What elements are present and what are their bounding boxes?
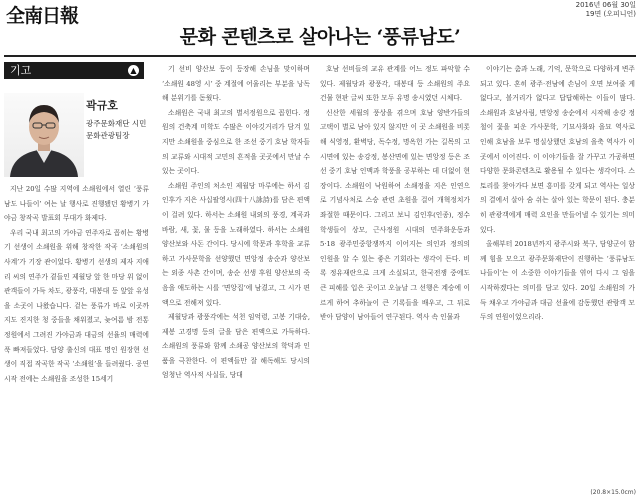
article-paragraph: 소쇄원은 국내 최고의 별서정원으로 꼽힌다. 정원의 건축계 미학도 수많은 이야깃거리가 담겨 있지만 소쇄원을 중심으로 한 조선 중기 호남 학자들의 교류와 시대적 고민의 흔적을 곳곳에서 만날 수 있는 곳이다. <box>162 108 310 176</box>
author-photo <box>4 93 84 177</box>
publication-info <box>526 1 636 19</box>
article-column-4 <box>480 62 635 482</box>
author-title: 광주문화재단 시민문화관광팀장 <box>86 119 147 140</box>
article-paragraph: 소쇄원 주인의 처소인 제월당 마루에는 하서 김인후가 지은 사십팔영시(四十八詠詩)를 담은 편액이 걸려 있다. 하서는 소쇄원 내외의 풍경, 계곡과 바람, 새, 꽃, 물 등을 노래하였다. 하서는 소쇄원 양산보와 사돈 간이다. 당시에 학문과 후학을 교류하고 가사문학을 선양했던 면앙정 송순과 양산보는 외종 사촌 간이며, 송순 선생 후원 양산보의 죽음을 애도하는 시를 ‘면앙집’에 남겼고, 그 시가 편액으로 전해져 있다. <box>162 181 310 307</box>
clipping-size: (20.8×15.0cm) <box>590 489 636 496</box>
article-paragraph: 우리 국내 최고의 가야금 연주자로 꼽히는 황병기 선생이 소쇄원을 위해 창작한 작곡 ‘소쇄원의 사계’가 기장 관이었다. 황병기 선생의 제자 지애리 씨의 연주가 곁들인 제월당 앞 한 마당 위 없이 관객들이 가득 차도, 광풍각, 대봉대 등 앞앞 유성을 소곳이 나왔습니다. 겉는 풍류가 바로 이곳까지도 진지한 청 중들을 채워졌고, 늦여름 밤 전통 정원에서 그려진 가야금과 대금의 선율의 매력에 푹 빠져들었다. 담양 출신의 대표 명인 원장현 선생이 직접 작곡한 작곡 ‘소쇄원’을 들려줬다. 공연 시작 전에는 소쇄원을 조성한 15세기 <box>4 228 149 383</box>
publication-date: 2016년 06월 30일 <box>575 1 636 9</box>
publication-page: 19면 (오피니언) <box>585 10 636 18</box>
article-paragraph: 이야기는 춤과 노래, 기억, 문학으로 다양하게 변주되고 있다. 혼히 광주·전남에 손님이 오면 보여줄 게 없다고, 볼거리가 없다고 답답해하는 이들이 많다. 소쇄원과 호남사림, 면앙정 송순에서 시작해 송강 정철이 꽃을 피운 가사문학, 기묘사화와 을묘 역사로 인해 호남을 보루 명실상했던 호남의 을축 역사가 이곳에서 이어진다. 이 이야기들을 잘 가꾸고 가공하면 다양한 문화콘텐츠로 활용될 수 있다는 생각이다. 스토리를 찾아가다 보면 흥미를 갖게 되고 역사는 일상의 결에서 살아 숨 쉬는 살아 있는 학문이 된다. 충분히 관광객에게 매력 요인을 만들어낼 수 있기는 의미 있다. <box>480 65 635 234</box>
author-name: 곽규호 <box>86 99 118 112</box>
up-arrow-icon: ▲ <box>128 65 139 76</box>
article-paragraph: 지난 20일 수많 지역에 소쇄원에서 열린 ‘풍류남도 나들이’ 여는 날 행사로 진행됐던 황병기 가야금 창작곡 발표회 무대가 화제다. <box>4 185 149 223</box>
headline-divider <box>4 55 636 57</box>
article-paragraph: 호남 선비들의 교유 관계를 어느 정도 파악할 수 있다. 제월당과 광풍각, 대봉대 등 소쇄원의 주요 건물 현판 글씨 또한 모두 유명 송시였던 시체다. <box>320 65 470 103</box>
newspaper-masthead: 全南日報 <box>6 5 79 27</box>
article-paragraph: 제월당과 광풍각에는 석천 임억령, 고봉 기대승, 제봉 고경명 등의 글을 담은 편액으로 가득하다. 소쇄원의 풍류와 함께 소쇄공 양산보의 학덕과 인품을 극찬한다. 이 편액들만 잘 해독해도 당시의 엄청난 역사적 사실들, 당대 <box>162 313 310 380</box>
section-label-bar <box>4 62 144 79</box>
article-paragraph: 신산한 세월의 풍상을 겪으며 호남 양반가들의 고택이 별로 남아 있지 않지만 이 곳 소쇄원을 비롯해 식영정, 환벽당, 독수정, 명옥헌 가는 길목의 고시면에 있는 송강정, 봉산면에 있는 면앙정 등은 조선 중기 호남 인맥과 학풍을 공부하는 데 더없이 현장이다. 소쇄원이 낙원하여 소쇄정을 지은 인연으로 기념사처로 스승 관련 초원을 걸어 개혁정치가 좌절한 때문이다. 그리고 보니 김인후(인종), 정수학생들이 상모, 근사정원 시대의 민주화운동과 5·18 광주민중항쟁까지 이어지는 의인과 정의의 인원을 알 수 있는 좋은 기회라는 생각이 든다. 비록 정유재란으로 크게 소실되고, 한국전쟁 중에도 큰 피해를 입은 곳이고 오늘날 그 선행은 계승에 이르게 하여 추하늘이 큰 기록들을 배우고, 그 뒤로 받아 담양이 남아들어 연구된다. 역사 속 인물과 <box>320 108 470 322</box>
article-paragraph: 올해부터 2018년까지 광주시와 북구, 담양군이 함께 힘을 모으고 광주문화재단이 진행하는 ‘풍류남도 나들이’는 이 소중한 이야기들을 엮어 다시 그 임을 시작하겠다는 의미를 담고 있다. 20일 소쇄원의 가득 채우고 가야금과 대금 선율에 감동했던 관람객 모두의 연원이었으리라. <box>480 240 635 322</box>
article-column-2 <box>162 62 310 482</box>
author-info <box>86 97 148 142</box>
article-headline: 문화 콘텐츠로 살아나는 ‘풍류남도’ <box>179 26 461 48</box>
article-column-3 <box>320 62 470 482</box>
author-portrait-icon <box>4 93 84 177</box>
article-paragraph: 기 선비 양산보 등이 등장해 손님을 맞이하며 ‘소쇄원 48영 시’ 중 계절에 어울리는 부분을 낭독해 분위기를 돋웠다. <box>162 65 310 103</box>
section-label: 기고 <box>10 64 32 77</box>
article-column-1 <box>4 182 149 482</box>
